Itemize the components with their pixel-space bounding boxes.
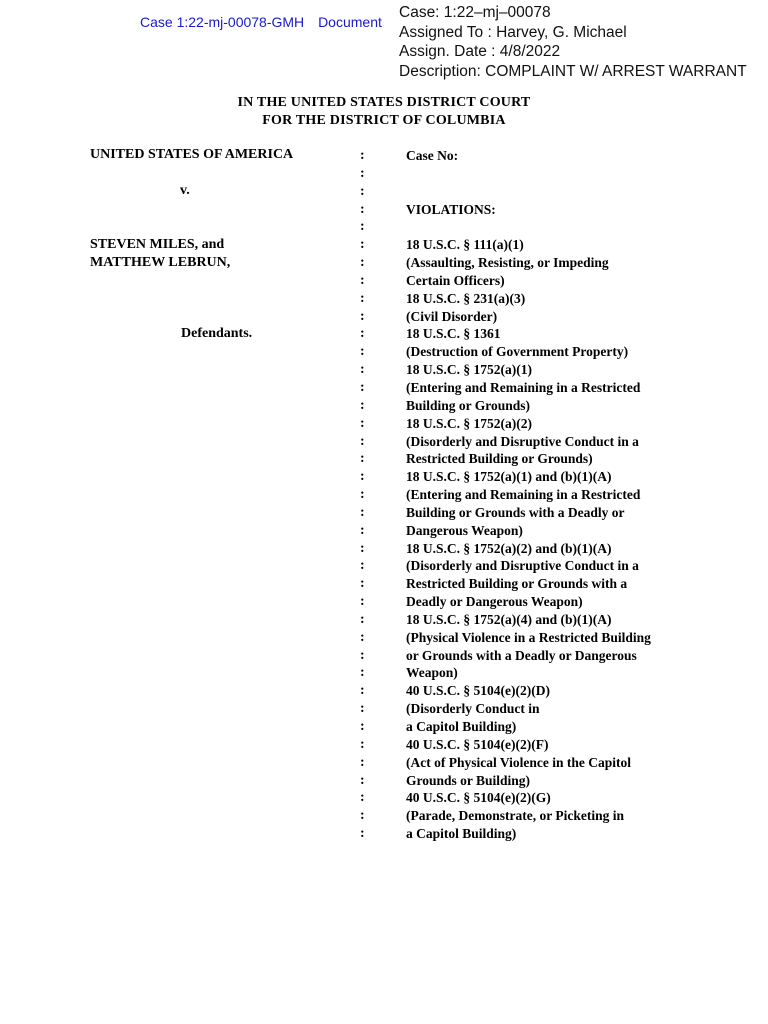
separator-colon: : — [360, 736, 365, 752]
violation-line: Weapon) — [406, 665, 458, 681]
stamp-case-number: Case: 1:22–mj–00078 — [399, 4, 551, 21]
separator-colon: : — [360, 701, 365, 717]
violation-line — [406, 183, 651, 201]
separator-colon: : — [360, 719, 365, 734]
document-label: Document — [318, 14, 382, 30]
violation-line: (Disorderly Conduct in — [406, 701, 540, 717]
separator-colon: : — [360, 683, 365, 699]
violation-line: Building or Grounds) — [406, 397, 531, 413]
stamp-description: Description: COMPLAINT W/ ARREST WARRANT — [399, 62, 747, 80]
case-assignment-stamp — [399, 3, 747, 81]
separator-colon: : — [360, 772, 365, 788]
defendants-label: Defendants. — [181, 326, 253, 341]
court-title-line2: FOR THE DISTRICT OF COLUMBIA — [262, 113, 506, 128]
violation-line — [406, 165, 651, 183]
violation-line: (Entering and Remaining in a Restricted — [406, 487, 641, 503]
separator-colon: : — [360, 629, 365, 645]
separator-colon: : — [360, 790, 365, 806]
separator-colon: : — [360, 754, 365, 770]
violation-line: (Assaulting, Resisting, or Impeding — [406, 255, 609, 271]
separator-colon: : — [360, 255, 365, 271]
violation-line: 40 U.S.C. § 5104(e)(2)(F) — [406, 736, 549, 752]
violation-line: 18 U.S.C. § 1361 — [406, 326, 501, 342]
violation-line: (Act of Physical Violence in the Capitol — [406, 754, 631, 770]
separator-colon: : — [360, 237, 365, 253]
separator-colon: : — [360, 487, 365, 503]
violation-line: 18 U.S.C. § 1752(a)(1) — [406, 362, 532, 378]
violation-line: 40 U.S.C. § 5104(e)(2)(D) — [406, 683, 550, 699]
violation-line: (Destruction of Government Property) — [406, 344, 629, 360]
violations-column — [406, 147, 651, 843]
separator-colon: : — [360, 379, 365, 395]
violation-line: (Parade, Demonstrate, or Picketing in — [406, 808, 624, 824]
separator-colon: : — [360, 219, 365, 235]
defendant-2-name: MATTHEW LEBRUN, — [90, 255, 231, 270]
violation-line: 18 U.S.C. § 1752(a)(2) and (b)(1)(A) — [406, 540, 612, 556]
violation-line: Grounds or Building) — [406, 772, 531, 788]
separator-colon: : — [360, 558, 365, 574]
separator-colon: : — [360, 808, 365, 824]
violation-line: (Disorderly and Disruptive Conduct in a — [406, 558, 639, 574]
violation-line: Restricted Building or Grounds with a — [406, 576, 628, 592]
separator-colon: : — [360, 326, 365, 342]
violation-line: a Capitol Building) — [406, 719, 517, 734]
violation-line: Certain Officers) — [406, 272, 505, 288]
violation-line: (Disorderly and Disruptive Conduct in a — [406, 433, 639, 449]
violation-line: 18 U.S.C. § 1752(a)(2) — [406, 415, 532, 431]
violation-line: 18 U.S.C. § 1752(a)(1) and (b)(1)(A) — [406, 469, 612, 485]
case-header — [140, 14, 400, 30]
separator-colon: : — [360, 504, 365, 520]
versus-label: v. — [180, 183, 190, 198]
separator-colon: : — [360, 290, 365, 306]
separator-colon: : — [360, 397, 365, 413]
violation-line: 18 U.S.C. § 111(a)(1) — [406, 237, 524, 253]
violation-line: (Physical Violence in a Restricted Building — [406, 629, 651, 645]
violation-line: Dangerous Weapon) — [406, 522, 523, 538]
violation-line — [406, 218, 651, 236]
stamp-assigned-to: Assigned To : Harvey, G. Michael — [399, 23, 627, 41]
caption-separator-column — [360, 147, 365, 843]
violations-heading: VIOLATIONS: — [406, 201, 496, 217]
separator-colon: : — [360, 362, 365, 378]
separator-colon: : — [360, 165, 365, 181]
violation-line: (Civil Disorder) — [406, 308, 498, 324]
stamp-assign-date: Assign. Date : 4/8/2022 — [399, 43, 561, 60]
separator-colon: : — [360, 469, 365, 485]
separator-colon: : — [360, 611, 365, 627]
violation-line: Building or Grounds with a Deadly or — [406, 504, 625, 520]
defendant-1-name: STEVEN MILES, and — [90, 237, 225, 252]
separator-colon: : — [360, 183, 365, 199]
separator-colon: : — [360, 272, 365, 288]
violation-line: Restricted Building or Grounds) — [406, 451, 593, 467]
violation-line: Deadly or Dangerous Weapon) — [406, 594, 583, 610]
separator-colon: : — [360, 594, 365, 610]
separator-colon: : — [360, 826, 365, 842]
violation-line: 18 U.S.C. § 231(a)(3) — [406, 290, 526, 306]
separator-colon: : — [360, 344, 365, 360]
violation-line: (Entering and Remaining in a Restricted — [406, 379, 641, 395]
violation-line: or Grounds with a Deadly or Dangerous — [406, 647, 637, 663]
separator-colon: : — [360, 576, 365, 592]
separator-colon: : — [360, 451, 365, 467]
case-reference: Case 1:22-mj-00078-GMH — [140, 14, 305, 30]
separator-colon: : — [360, 647, 365, 663]
separator-colon: : — [360, 433, 365, 449]
separator-colon: : — [360, 148, 365, 163]
violation-line: 18 U.S.C. § 1752(a)(4) and (b)(1)(A) — [406, 611, 612, 627]
violation-line: 40 U.S.C. § 5104(e)(2)(G) — [406, 790, 551, 806]
separator-colon: : — [360, 665, 365, 681]
case-number-label: Case No: — [406, 148, 459, 163]
separator-colon: : — [360, 540, 365, 556]
separator-colon: : — [360, 308, 365, 324]
court-title-line1: IN THE UNITED STATES DISTRICT COURT — [237, 95, 531, 110]
separator-colon: : — [360, 415, 365, 431]
separator-colon: : — [360, 522, 365, 538]
separator-colon: : — [360, 201, 365, 217]
violation-line: a Capitol Building) — [406, 826, 517, 842]
plaintiff-name: UNITED STATES OF AMERICA — [90, 147, 294, 162]
